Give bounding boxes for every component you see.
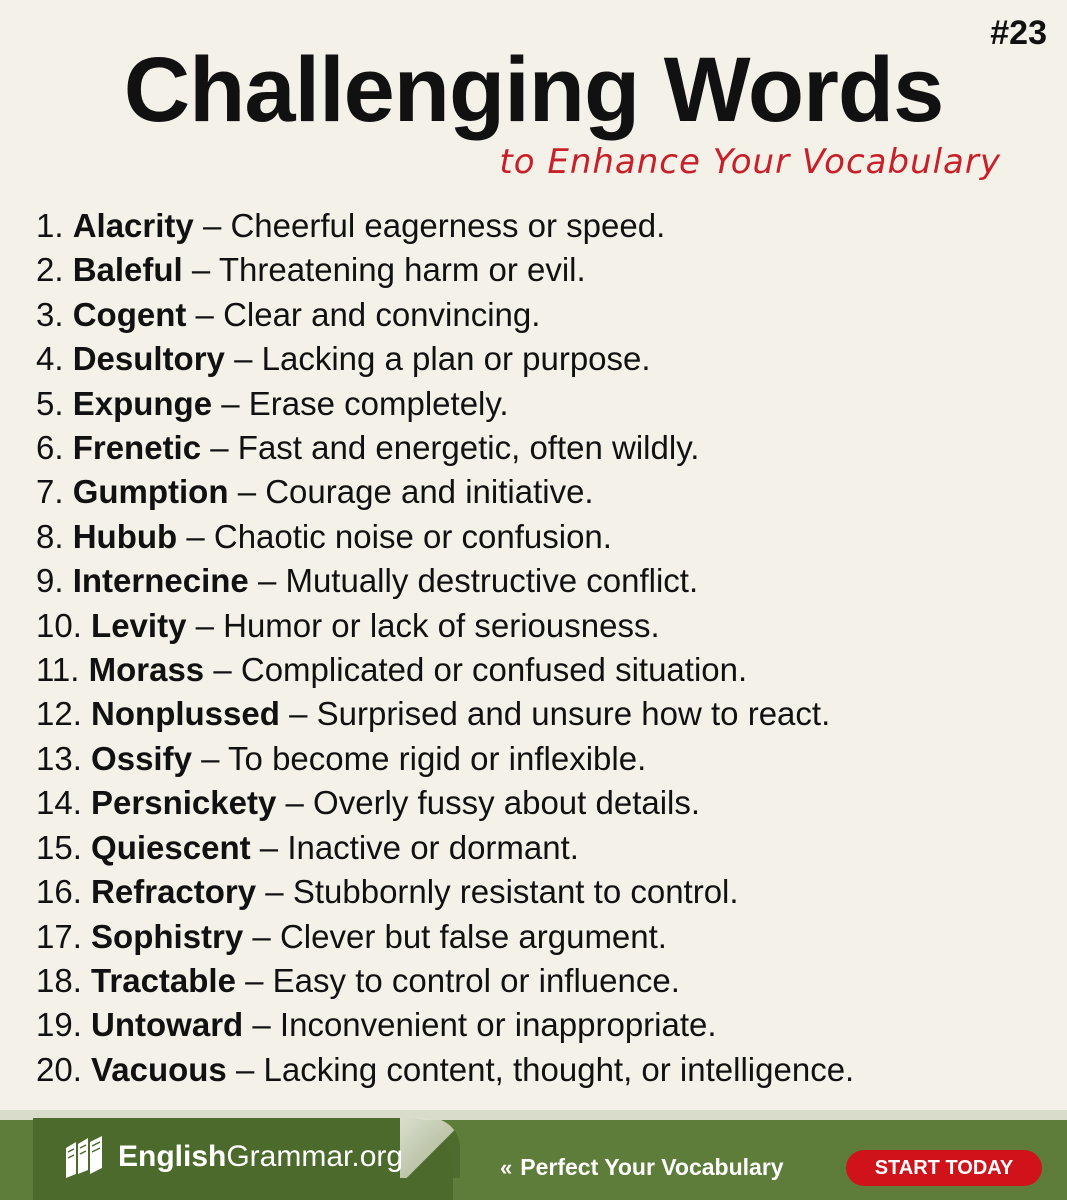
word-number: 12. xyxy=(36,695,82,733)
word-item xyxy=(36,559,854,603)
word-definition: Mutually destructive conflict. xyxy=(285,562,699,600)
word-term: Levity xyxy=(91,606,187,644)
dash-separator: – xyxy=(202,207,222,244)
word-item xyxy=(36,1003,854,1047)
double-chevron-left-icon: « xyxy=(500,1154,513,1180)
word-definition: Inactive or dormant. xyxy=(287,828,579,866)
dash-separator: – xyxy=(289,695,308,733)
word-definition: Clear and convincing. xyxy=(223,295,541,333)
word-definition: Cheerful eagerness or speed. xyxy=(230,207,666,244)
word-definition: To become rigid or inflexible. xyxy=(228,739,647,777)
word-item xyxy=(36,337,854,381)
brand-domain: Grammar.org xyxy=(226,1140,404,1173)
word-number: 20. xyxy=(36,1050,82,1088)
dash-separator: – xyxy=(195,295,214,333)
word-number: 17. xyxy=(36,917,82,955)
word-number: 11. xyxy=(36,651,80,689)
dash-separator: – xyxy=(221,384,240,422)
word-term: Cogent xyxy=(72,295,187,333)
dash-separator: – xyxy=(210,429,229,467)
word-number: 8. xyxy=(36,517,64,555)
word-term: Untoward xyxy=(91,1006,244,1044)
word-item xyxy=(36,515,854,559)
word-definition: Easy to control or influence. xyxy=(272,961,680,999)
dash-separator: – xyxy=(265,873,284,911)
dash-separator: – xyxy=(201,739,220,777)
word-item xyxy=(36,1048,854,1092)
word-definition: Threatening harm or evil. xyxy=(218,251,586,289)
word-term: Frenetic xyxy=(72,429,202,467)
word-definition: Complicated or confused situation. xyxy=(240,651,748,689)
dash-separator: – xyxy=(285,784,304,822)
word-number: 16. xyxy=(36,873,82,911)
word-item xyxy=(36,959,854,1003)
word-number: 9. xyxy=(36,562,64,600)
word-definition: Lacking content, thought, or intelligence. xyxy=(263,1050,855,1088)
dash-separator: – xyxy=(237,473,257,511)
tagline xyxy=(500,1154,784,1181)
dash-separator: – xyxy=(235,1050,255,1088)
word-term: Morass xyxy=(88,651,205,689)
word-item xyxy=(36,204,854,248)
page-subtitle: to Enhance Your Vocabulary xyxy=(499,142,1001,182)
start-today-button[interactable]: START TODAY xyxy=(846,1150,1042,1186)
word-term: Quiescent xyxy=(91,828,251,866)
word-definition: Courage and initiative. xyxy=(265,473,594,511)
tagline-text: Perfect Your Vocabulary xyxy=(520,1154,784,1180)
word-list xyxy=(36,204,854,1092)
word-item xyxy=(36,692,854,736)
word-item xyxy=(36,781,854,825)
word-item xyxy=(36,248,854,292)
word-item xyxy=(36,648,854,692)
dash-separator: – xyxy=(252,1006,271,1044)
word-number: 14. xyxy=(36,784,82,822)
word-term: Tractable xyxy=(91,961,236,999)
word-term: Gumption xyxy=(72,473,229,511)
word-item xyxy=(36,293,854,337)
word-number: 4. xyxy=(36,340,64,378)
word-term: Sophistry xyxy=(91,917,244,955)
word-number: 10. xyxy=(36,606,82,644)
issue-number: #23 xyxy=(990,14,1047,52)
book-pages-icon xyxy=(62,1134,108,1180)
word-definition: Clever but false argument. xyxy=(279,917,667,955)
word-number: 2. xyxy=(36,251,64,289)
word-term: Vacuous xyxy=(91,1050,227,1088)
word-item xyxy=(36,737,854,781)
word-item xyxy=(36,426,854,470)
word-item xyxy=(36,870,854,914)
word-number: 5. xyxy=(36,384,64,422)
word-definition: Erase completely. xyxy=(248,384,509,422)
word-definition: Stubbornly resistant to control. xyxy=(292,873,739,911)
word-term: Hubub xyxy=(72,517,178,555)
word-definition: Lacking a plan or purpose. xyxy=(261,340,651,378)
dash-separator: – xyxy=(195,606,214,644)
word-term: Ossify xyxy=(91,739,192,777)
word-number: 1. xyxy=(36,207,64,244)
word-number: 13. xyxy=(36,739,82,777)
word-term: Internecine xyxy=(72,562,249,600)
word-definition: Fast and energetic, often wildly. xyxy=(237,429,700,467)
word-number: 6. xyxy=(36,429,64,467)
word-definition: Overly fussy about details. xyxy=(313,784,701,822)
word-number: 19. xyxy=(36,1006,82,1044)
word-definition: Inconvenient or inappropriate. xyxy=(279,1006,717,1044)
page-curl-decoration xyxy=(400,1118,460,1178)
word-item xyxy=(36,382,854,426)
dash-separator: – xyxy=(252,917,271,955)
word-definition: Surprised and unsure how to react. xyxy=(316,695,831,733)
brand-logo-link[interactable] xyxy=(62,1134,403,1180)
dash-separator: – xyxy=(186,517,205,555)
dash-separator: – xyxy=(213,651,232,689)
word-item xyxy=(36,826,854,870)
word-term: Expunge xyxy=(72,384,213,422)
dash-separator: – xyxy=(257,562,277,600)
brand-name: English xyxy=(118,1140,227,1173)
word-item xyxy=(36,604,854,648)
word-item xyxy=(36,470,854,514)
word-item xyxy=(36,915,854,959)
word-number: 3. xyxy=(36,295,64,333)
word-term: Refractory xyxy=(91,873,257,911)
word-number: 18. xyxy=(36,961,82,999)
word-definition: Chaotic noise or confusion. xyxy=(213,517,612,555)
dash-separator: – xyxy=(234,340,253,378)
word-term: Persnickety xyxy=(91,784,277,822)
dash-separator: – xyxy=(259,828,279,866)
dash-separator: – xyxy=(245,961,264,999)
word-definition: Humor or lack of seriousness. xyxy=(223,606,660,644)
page-title: Challenging Words xyxy=(123,39,944,141)
word-term: Alacrity xyxy=(72,207,194,244)
word-number: 15. xyxy=(36,828,82,866)
word-term: Desultory xyxy=(72,340,225,378)
dash-separator: – xyxy=(191,251,211,289)
word-number: 7. xyxy=(36,473,64,511)
word-term: Nonplussed xyxy=(91,695,280,733)
word-term: Baleful xyxy=(72,251,183,289)
